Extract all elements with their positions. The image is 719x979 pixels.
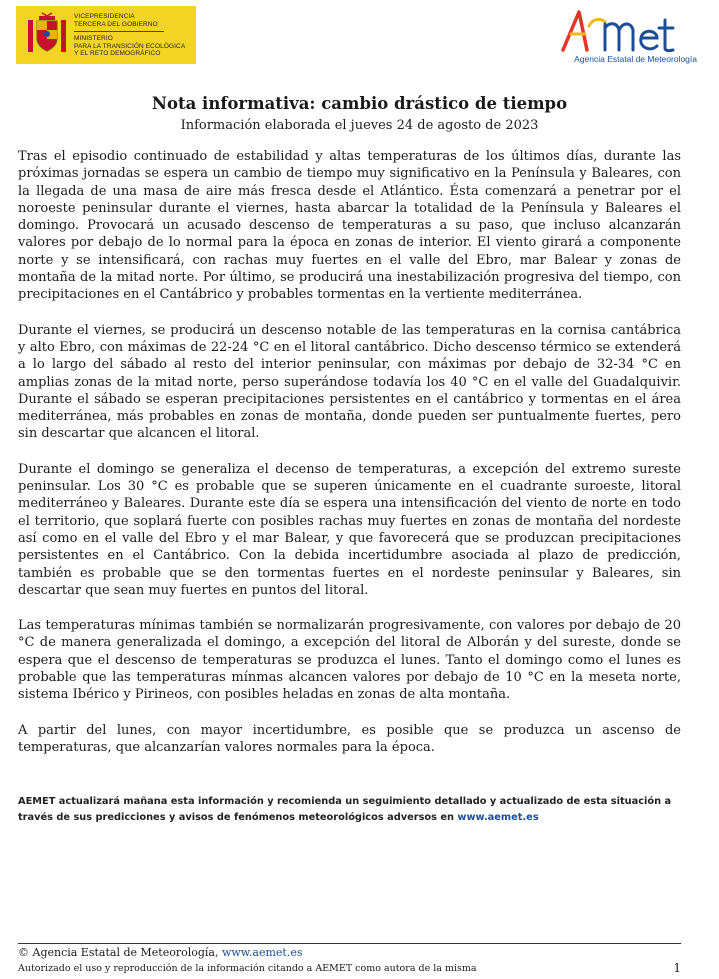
page-subtitle: Información elaborada el jueves 24 de agosto de 2023: [180, 118, 539, 133]
page-title: Nota informativa: cambio drástico de tiempo: [151, 94, 568, 113]
paragraph: Tras el episodio continuado de estabilidad y altas temperaturas de los últimos días, durante las próximas jornadas se espera un cambio de tiempo muy significativo en la Península y Baleares, con la llegada de una masa de aire más fresca desde el Atlántico. Ésta comenzará a penetrar por el noroeste peninsular durante el viernes, hasta abarcar la totalidad de la Península y Baleares el domingo. Provocará un acusado descenso de temperaturas a su paso, que incluso alcanzarán valores por debajo de lo normal para la época en zonas de interior. El viento girará a componente norte y se intensificará, con rachas muy fuertes en el valle del Ebro, mar Balear y zonas de montaña de la mitad norte. Por último, se producirá una inestabilización progresiva del tiempo, con precipitaciones en el Cantábrico y probables tormentas en la vertiente mediterránea.: [18, 149, 681, 303]
paragraph: Durante el domingo se generaliza el decenso de temperaturas, a excepción del extremo sureste peninsular. Los 30 °C es probable que se superen únicamente en el cuadrante suroeste, litoral mediterráneo y Baleares. Durante este día se espera una intensificación del viento de norte en todo el territorio, que soplará fuerte con posibles rachas muy fuertes en zonas de montaña del nordeste así como en el valle del Ebro y el mar Balear, y que favorecerá que se produzcan precipitaciones persistentes en el Cantábrico. Con la debida incertidumbre asociada al plazo de predicción, también es probable que se den tormentas fuertes en el nordeste peninsular y Baleares, sin descartar que sean muy fuertes en puntos del litoral.: [18, 461, 681, 598]
government-logo-text: [74, 13, 194, 58]
page-number: 1: [673, 961, 681, 975]
government-logo: [16, 6, 196, 64]
document-body: [18, 148, 681, 774]
paragraph: Durante el viernes, se producirá un descenso notable de las temperaturas en la cornisa cantábrica y alto Ebro, con máximas de 22-24 °C en el litoral cantábrico. Dicho descenso térmico se extenderá a lo largo del sábado al resto del interior peninsular, con máximas por debajo de 32-34 °C en amplias zonas de la mitad norte, perso superándose todavía los 40 °C en el valle del Guadalquivir. Durante el sábado se esperan precipitaciones persistentes en el cantábrico y tormentas en el área mediterránea, más probables en zonas de montaña, donde pueden ser puntualmente fuertes, pero sin descartar que alcancen el litoral.: [18, 322, 681, 442]
aemet-link[interactable]: www.aemet.es: [457, 812, 539, 823]
footer-divider: [18, 943, 681, 944]
aemet-logo: [553, 6, 703, 68]
page-header: [16, 6, 703, 68]
footer-license: Autorizado el uso y reproducción de la información citando a AEMET como autora de la misma: [18, 963, 477, 974]
coat-of-arms-icon: [26, 12, 68, 58]
aemet-wordmark-icon: [553, 6, 703, 54]
gov-line: PARA LA TRANSICIÓN ECOLÓGICA: [74, 42, 186, 50]
copyright-text: © Agencia Estatal de Meteorología,: [18, 946, 219, 959]
gov-line: Y EL RETO DEMOGRÁFICO: [74, 50, 161, 57]
update-notice: [18, 794, 681, 826]
footer-copyright: [18, 946, 303, 959]
gov-line: TERCERA DEL GOBIERNO: [74, 20, 158, 28]
paragraph: Las temperaturas mínimas también se normalizarán progresivamente, con valores por debajo de 20 °C de manera generalizada el domingo, a excepción del litoral de Alborán y del sureste, donde se espera que el descenso de temperaturas se produzca el lunes. Tanto el domingo como el lunes es probable que las temperaturas mínmas alcancen valores por debajo de 10 °C en la meseta norte, sistema Ibérico y Pirineos, con posibles heladas en zonas de alta montaña.: [18, 618, 681, 703]
gov-divider: [74, 31, 164, 32]
footer-link[interactable]: www.aemet.es: [221, 946, 303, 959]
gov-line: MINISTERIO: [74, 35, 113, 42]
gov-line: VICEPRESIDENCIA: [74, 13, 135, 20]
aemet-tagline: Agencia Estatal de Meteorología: [574, 54, 697, 64]
update-notice-text: AEMET actualizará mañana esta información y recomienda un seguimiento detallado y actualizado de esta situación a través de sus predicciones y avisos de fenómenos meteorológicos adversos en: [18, 796, 672, 823]
paragraph: A partir del lunes, con mayor incertidumbre, es posible que se produzca un ascenso de temperaturas, que alcanzarían valores normales para la época.: [18, 722, 681, 755]
